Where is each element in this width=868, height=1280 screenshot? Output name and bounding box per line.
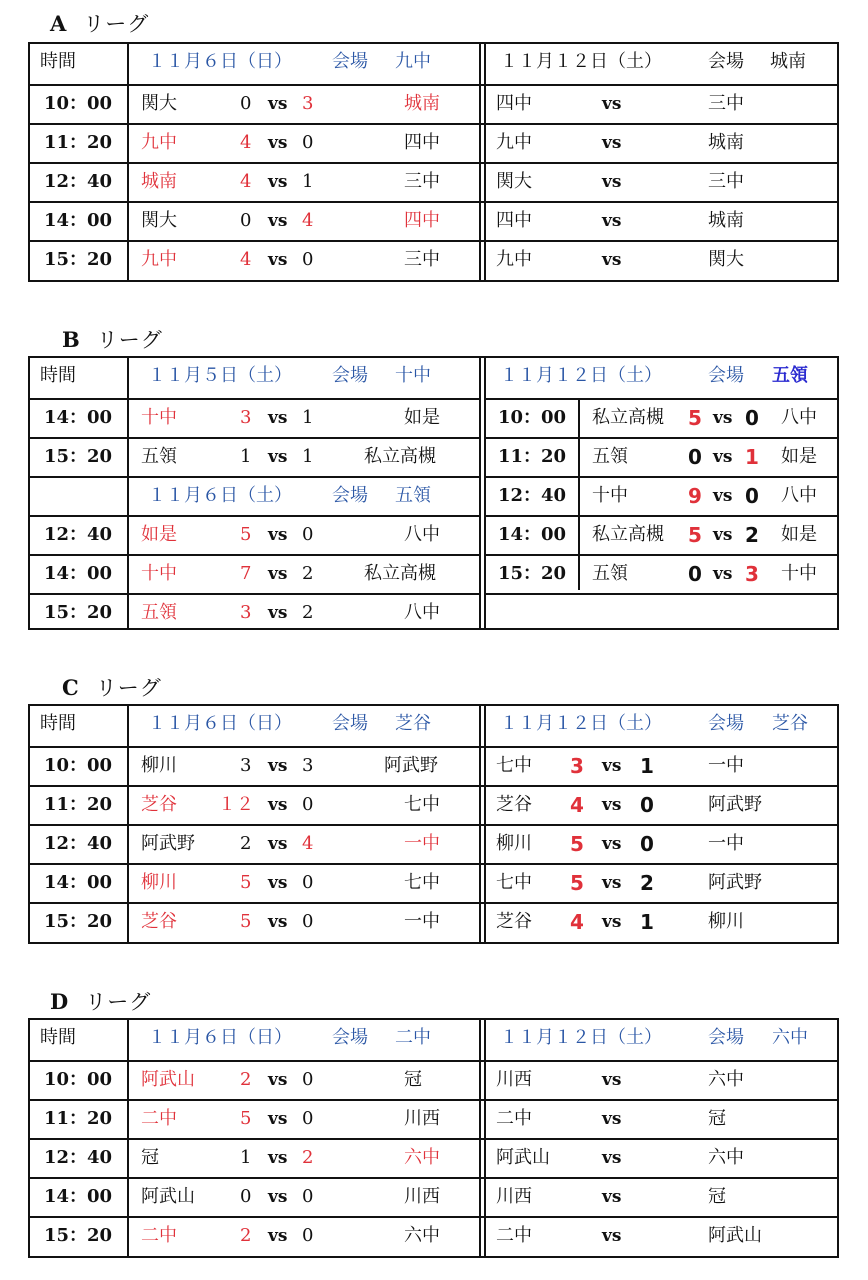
- table-row: 15：20 芝谷 5 vs 0 一中 芝谷 4 vs 1 柳川: [30, 902, 837, 940]
- table-row: 10：00 柳川 3 vs 3 阿武野 七中 3 vs 1 一中: [30, 746, 837, 784]
- league-a-table: 時間 １１月６日（日） 会場 九中 １１月１２日（土） 会場 城南 10：00 関大 0 vs 3 城南 四中 vs 三中 11：20 九中 4 vs 0 四中 九中 vs 城南 12：40 城南 4 vs 1 三中 関大 vs 三中 14：00 関大 0 vs 4 四中 四中 vs 城南 15：20 九中 4 vs 0 三中 九中 vs 関大: [28, 42, 839, 282]
- table-row: 10：00 私立高槻 5 vs 0 八中: [486, 398, 837, 436]
- table-row: 10：00 関大 0 vs 3 城南 四中 vs 三中: [30, 84, 837, 122]
- table-row: 14：00 関大 0 vs 4 四中 四中 vs 城南: [30, 201, 837, 239]
- table-row: 11：20 五領 0 vs 1 如是: [486, 437, 837, 475]
- table-row: 15：20 二中 2 vs 0 六中 二中 vs 阿武山: [30, 1216, 837, 1254]
- table-row: 11：20 芝谷 １２ vs 0 七中 芝谷 4 vs 0 阿武野: [30, 785, 837, 823]
- league-c-table: 時間 １１月６日（日） 会場 芝谷 １１月１２日（土） 会場 芝谷 10：00 柳川 3 vs 3 阿武野 七中 3 vs 1 一中 11：20 芝谷 １２ vs 0 七中 芝谷 4 vs 0 阿武野 12：40 阿武野 2 vs 4 一中 柳川 5 vs 0 一中 14：00 柳川 5 vs 0 七中 七中 5 vs 2 阿武野 15：20 芝谷 5 vs 0 一中 芝谷 4 vs 1 柳川: [28, 704, 839, 944]
- league-b-table: 時間 １１月５日（土） 会場 十中 １１月１２日（土） 会場 五領 14：00 十中 3 vs 1 如是 15：20 五領 1 vs 1 私立高槻 １１月６日（土） 会場 五領 12：40 如是 5 vs 0 八中 14：00 十中 7 vs 2 私立高槻 15：20 五領 3 vs 2 八中 10：00 私立高槻 5 vs 0 八中 11：20 五領 0 vs 1 如是 12：40 十中 9 vs 0 八中 14：00 私立高槻 5 vs 2 如是 15：20 五領 0 vs 3 十中: [28, 356, 839, 630]
- table-row: 15：20 五領 3 vs 2 八中: [30, 593, 481, 631]
- table-row: 15：20 九中 4 vs 0 三中 九中 vs 関大: [30, 240, 837, 278]
- table-row: 14：00 柳川 5 vs 0 七中 七中 5 vs 2 阿武野: [30, 863, 837, 901]
- league-a-title: A リーグ: [50, 11, 150, 36]
- table-row: 11：20 九中 4 vs 0 四中 九中 vs 城南: [30, 123, 837, 161]
- league-d-table: 時間 １１月６日（日） 会場 二中 １１月１２日（土） 会場 六中 10：00 阿武山 2 vs 0 冠 川西 vs 六中 11：20 二中 5 vs 0 川西 二中 vs 冠 12：40 冠 1 vs 2 六中 阿武山 vs 六中 14：00 阿武山 0 vs 0 川西 川西 vs 冠 15：20 二中 2 vs 0 六中 二中 vs 阿武山: [28, 1018, 839, 1258]
- table-row: 12：40 阿武野 2 vs 4 一中 柳川 5 vs 0 一中: [30, 824, 837, 862]
- table-row: 14：00 私立高槻 5 vs 2 如是: [486, 515, 837, 553]
- table-row: 12：40 十中 9 vs 0 八中: [486, 476, 837, 514]
- table-row: 12：40 如是 5 vs 0 八中: [30, 515, 481, 553]
- league-c-title: C リーグ: [62, 675, 162, 700]
- league-b-title: B リーグ: [62, 327, 163, 352]
- time-header: 時間: [40, 51, 76, 72]
- table-row: 10：00 阿武山 2 vs 0 冠 川西 vs 六中: [30, 1060, 837, 1098]
- table-row: 14：00 十中 7 vs 2 私立高槻: [30, 554, 481, 592]
- table-row: 15：20 五領 1 vs 1 私立高槻: [30, 437, 481, 475]
- league-d-title: D リーグ: [50, 989, 152, 1014]
- table-row: 11：20 二中 5 vs 0 川西 二中 vs 冠: [30, 1099, 837, 1137]
- table-row: 15：20 五領 0 vs 3 十中: [486, 554, 837, 592]
- table-row: 12：40 冠 1 vs 2 六中 阿武山 vs 六中: [30, 1138, 837, 1176]
- table-row: 12：40 城南 4 vs 1 三中 関大 vs 三中: [30, 162, 837, 200]
- table-row: 14：00 阿武山 0 vs 0 川西 川西 vs 冠: [30, 1177, 837, 1215]
- table-row: 14：00 十中 3 vs 1 如是: [30, 398, 481, 436]
